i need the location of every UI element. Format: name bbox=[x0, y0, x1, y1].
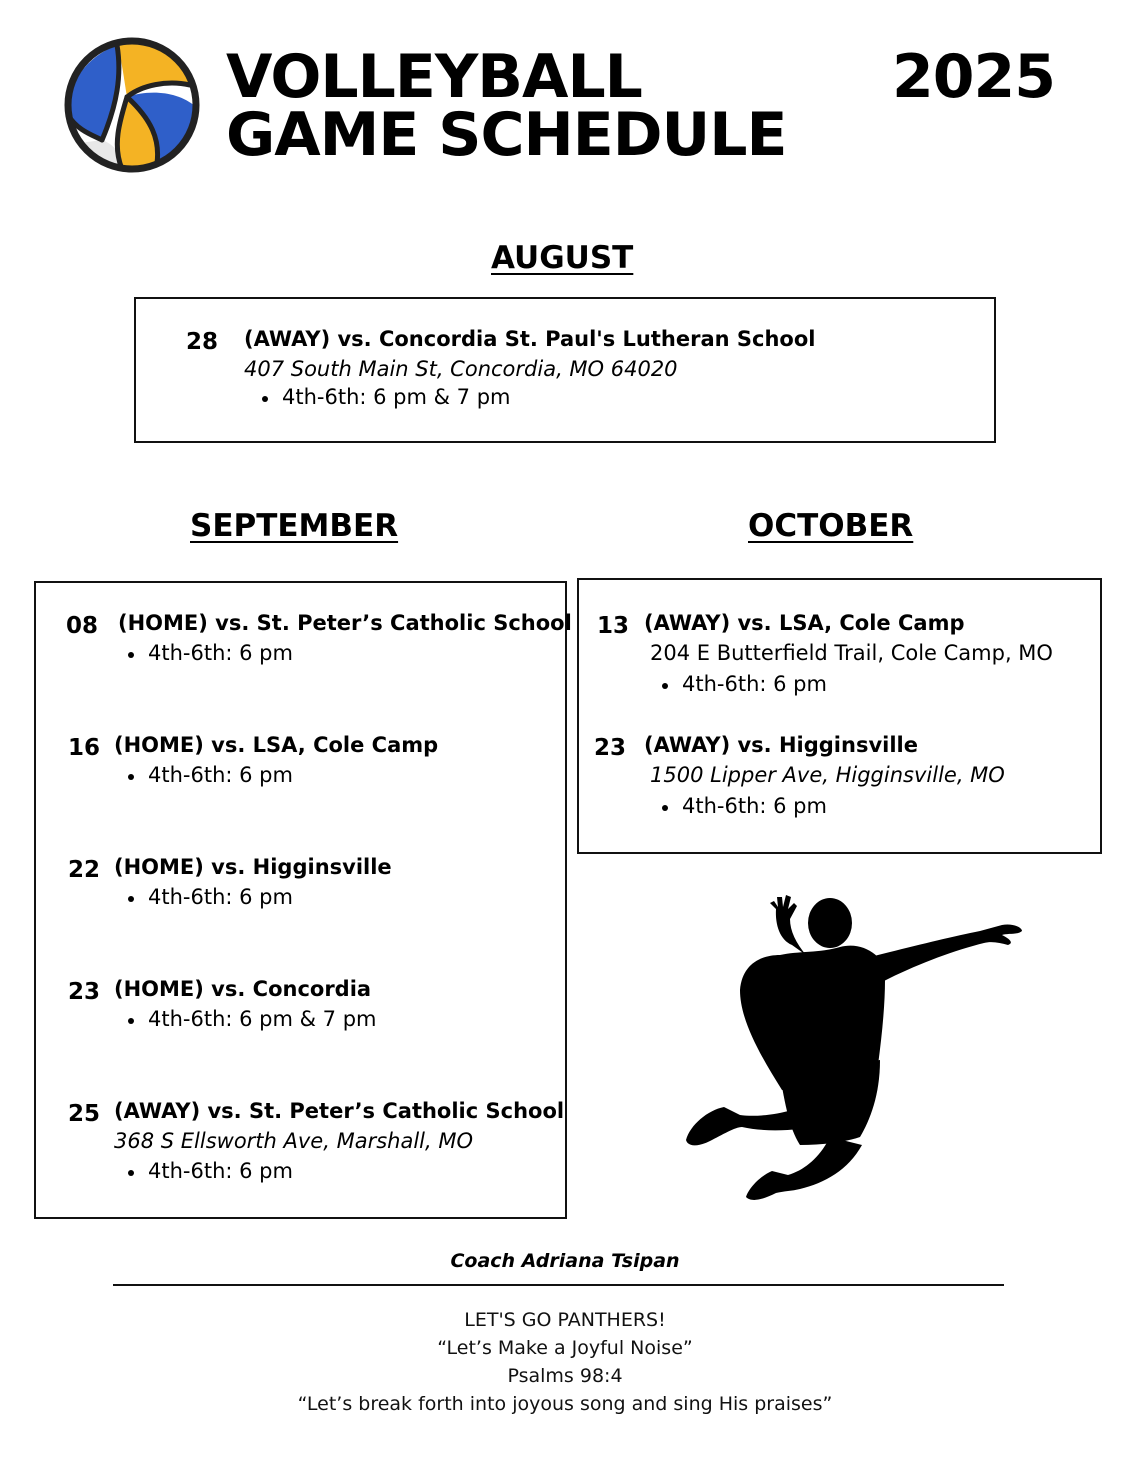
game-time: 4th-6th: 6 pm & 7 pm bbox=[118, 1007, 377, 1031]
game-matchup: (AWAY) vs. St. Peter’s Catholic School bbox=[114, 1099, 565, 1123]
footer-line: “Let’s break forth into joyous song and sing His praises” bbox=[297, 1393, 833, 1415]
game-sep-25 bbox=[68, 1099, 563, 1199]
game-matchup: (HOME) vs. LSA, Cole Camp bbox=[114, 733, 439, 757]
game-matchup: (AWAY) vs. Concordia St. Paul's Lutheran School bbox=[244, 327, 816, 351]
game-time: 4th-6th: 6 pm bbox=[652, 672, 827, 696]
page-title bbox=[226, 42, 787, 170]
footer-line: Psalms 98:4 bbox=[507, 1365, 623, 1387]
game-matchup: (AWAY) vs. LSA, Cole Camp bbox=[644, 611, 965, 635]
game-matchup: (HOME) vs. St. Peter’s Catholic School bbox=[118, 611, 572, 635]
game-oct-23 bbox=[594, 733, 1094, 833]
game-address: 368 S Ellsworth Ave, Marshall, MO bbox=[114, 1129, 473, 1153]
game-sep-22 bbox=[68, 855, 548, 925]
game-time: 4th-6th: 6 pm bbox=[118, 641, 293, 665]
game-day: 23 bbox=[68, 979, 101, 1005]
game-day: 13 bbox=[597, 613, 630, 639]
game-day: 08 bbox=[66, 613, 99, 639]
game-time: 4th-6th: 6 pm bbox=[118, 885, 293, 909]
title-line-2: GAME SCHEDULE bbox=[226, 100, 787, 170]
game-matchup: (HOME) vs. Concordia bbox=[114, 977, 372, 1001]
title-line-1: VOLLEYBALL bbox=[226, 42, 642, 112]
october-heading: OCTOBER bbox=[748, 508, 914, 544]
game-day: 22 bbox=[68, 857, 101, 883]
footer-text bbox=[0, 1306, 1130, 1418]
september-heading: SEPTEMBER bbox=[190, 508, 399, 544]
volleyball-icon bbox=[62, 35, 202, 175]
september-box bbox=[34, 581, 572, 1219]
game-time: 4th-6th: 6 pm bbox=[652, 794, 827, 818]
game-time: 4th-6th: 6 pm & 7 pm bbox=[252, 385, 511, 409]
game-time: 4th-6th: 6 pm bbox=[118, 763, 293, 787]
game-matchup: (HOME) vs. Higginsville bbox=[114, 855, 392, 879]
game-day: 25 bbox=[68, 1101, 101, 1127]
game-time: 4th-6th: 6 pm bbox=[118, 1159, 293, 1183]
game-aug-28 bbox=[186, 327, 986, 427]
schedule-year: 2025 bbox=[892, 42, 1055, 112]
game-address: 1500 Lipper Ave, Higginsville, MO bbox=[650, 763, 1005, 787]
volleyball-player-silhouette-icon bbox=[680, 895, 1030, 1205]
game-address: 204 E Butterfield Trail, Cole Camp, MO bbox=[650, 641, 1053, 665]
august-heading: AUGUST bbox=[491, 240, 634, 276]
game-day: 16 bbox=[68, 735, 101, 761]
game-day: 28 bbox=[186, 329, 219, 355]
footer-line: LET'S GO PANTHERS! bbox=[464, 1309, 666, 1331]
game-sep-16 bbox=[68, 733, 548, 803]
game-day: 23 bbox=[594, 735, 627, 761]
october-box bbox=[577, 578, 1102, 854]
game-sep-23 bbox=[68, 977, 548, 1047]
footer-divider bbox=[113, 1284, 1004, 1286]
game-sep-08 bbox=[66, 611, 572, 681]
august-box bbox=[134, 297, 996, 443]
game-matchup: (AWAY) vs. Higginsville bbox=[644, 733, 918, 757]
game-oct-13 bbox=[597, 611, 1097, 711]
coach-name: Coach Adriana Tsipan bbox=[450, 1250, 680, 1272]
game-address: 407 South Main St, Concordia, MO 64020 bbox=[244, 357, 678, 381]
footer-line: “Let’s Make a Joyful Noise” bbox=[437, 1337, 693, 1359]
